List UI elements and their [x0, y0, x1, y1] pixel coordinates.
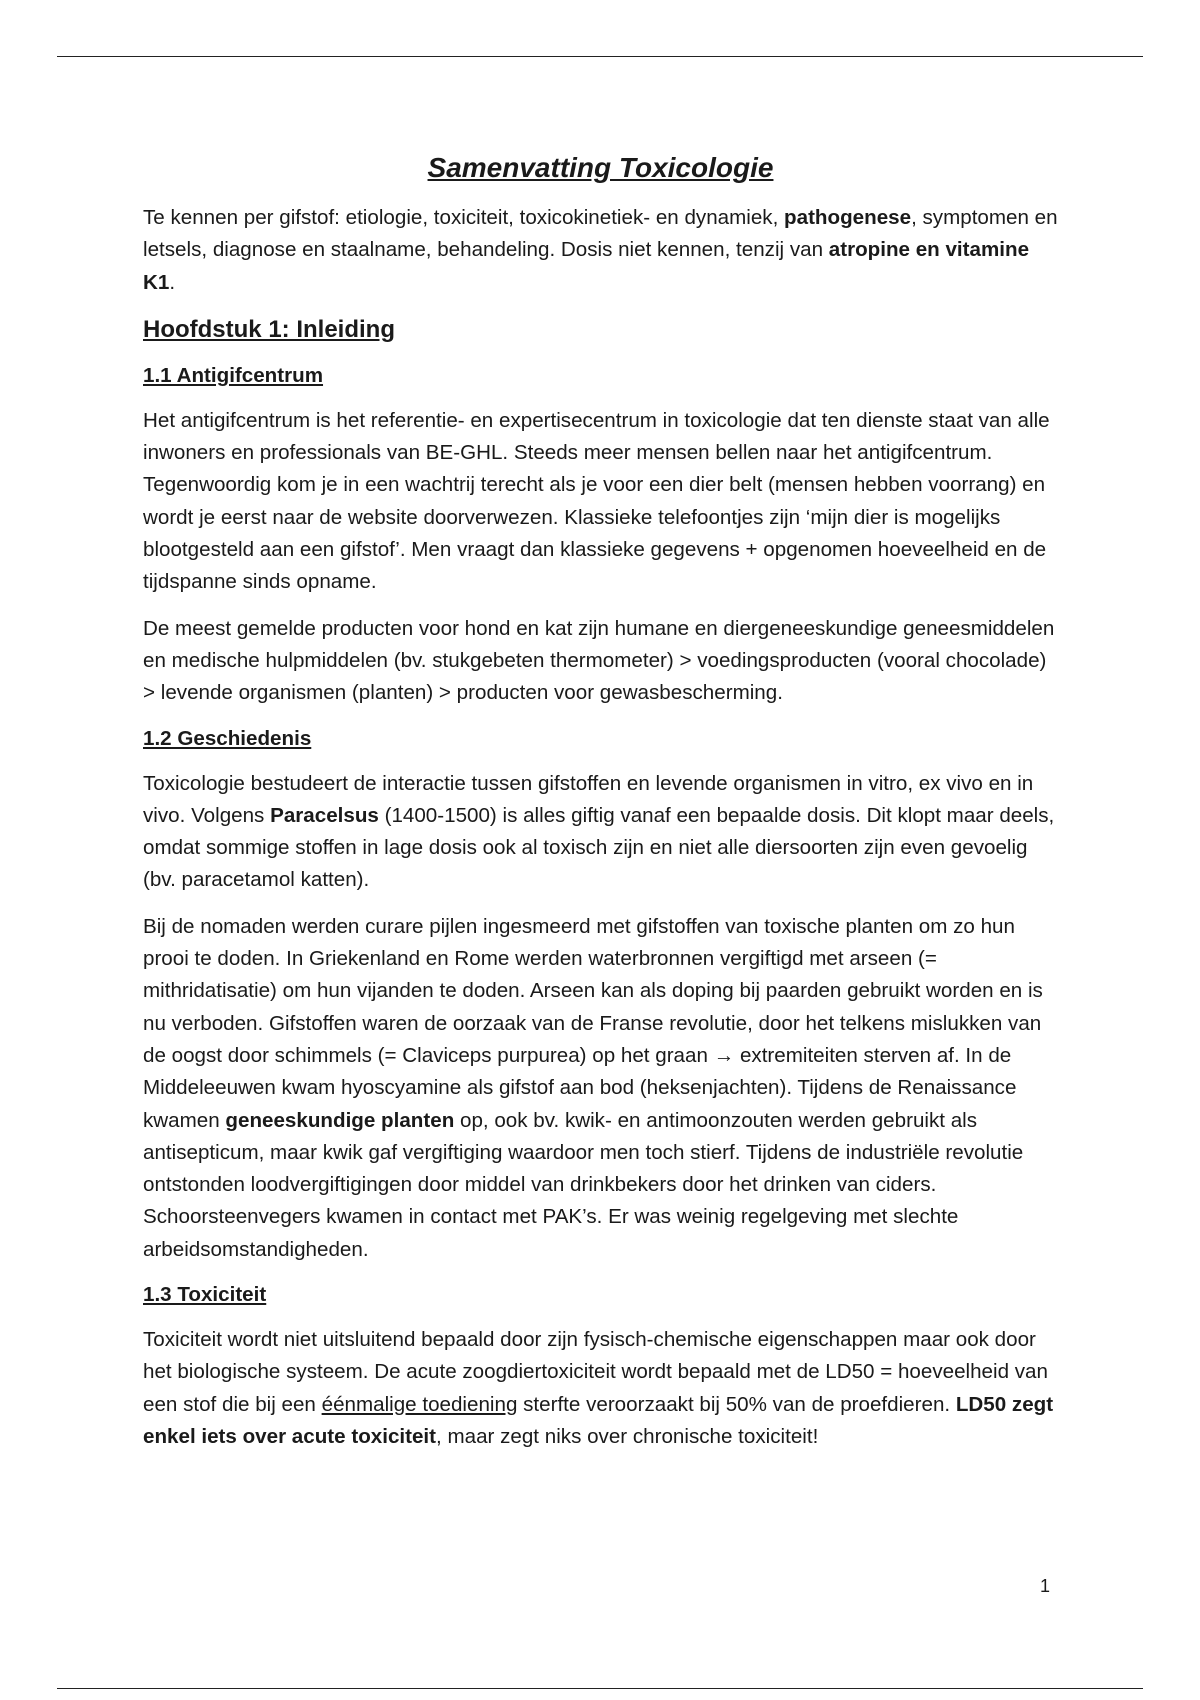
s12-p2-bold-planten: geneeskundige planten — [225, 1108, 455, 1132]
s13-p1-text-1: Toxiciteit wordt niet uitsluitend bepaald door zijn fysisch-chemische eigenschappen maar ook door het biologische systeem. De acute zoogdiertoxiciteit wordt bepaald met de LD50 = hoeveelheid van een stof die bij een — [143, 1328, 1048, 1416]
intro-text-1: Te kennen per gifstof: etiologie, toxiciteit, toxicokinetiek- en dynamiek, — [143, 206, 785, 229]
header-rule — [57, 56, 1143, 57]
page-number: 1 — [1040, 1576, 1051, 1596]
intro-text-3: . — [169, 270, 176, 294]
section-1-2-heading: 1.2 Geschiedenis — [143, 726, 312, 750]
section-1-1-paragraph-1: Het antigifcentrum is het referentie- en expertisecentrum in toxicologie dat ten dienste staat van alle inwoners en professionals van BE-GHL. Steeds meer mensen bellen naar het antigifcentrum. Tegenwoordig kom je in een wachtrij terecht als je voor een dier belt (mensen hebben voorrang) en wordt je eerst naar de website doorverwezen. Klassieke telefoontjes zijn ‘mijn dier is mogelijks blootgesteld aan een gifstof’. Men vraagt dan klassieke gegevens + opgenomen hoeveelheid en de tijdspanne sinds opname. — [143, 408, 1050, 594]
page-content — [143, 142, 1058, 1467]
section-1-1-paragraph-2: De meest gemelde producten voor hond en kat zijn humane en diergeneeskundige geneesmiddelen en medische hulpmiddelen (bv. stukgebeten thermometer) > voedingsproducten (vooral chocolade) > levende organismen (planten) > producten voor gewasbescherming. — [143, 616, 1055, 705]
section-1-2-paragraph-2 — [143, 911, 1058, 1266]
intro-text-2: , symptomen en letsels, diagnose en staalname, behandeling. Dosis niet kennen, tenzij van — [143, 206, 1058, 262]
document-title: Samenvatting Toxicologie — [427, 152, 774, 183]
intro-bold-pathogenese: pathogenese — [784, 206, 912, 229]
s12-p1-text-2: (1400-1500) is alles giftig vanaf een bepaalde dosis. Dit klopt maar deels, omdat sommige stoffen in lage dosis ook al toxisch zijn en niet alle diersoorten zijn even gevoelig (bv. paracetamol katten). — [143, 803, 1055, 892]
s13-p1-bold-ld50: LD50 zegt enkel iets over acute toxiciteit — [143, 1392, 1054, 1448]
footer-rule — [57, 1688, 1143, 1689]
intro-bold-atropine: atropine en vitamine K1 — [143, 238, 1030, 294]
chapter-1-heading: Hoofdstuk 1: Inleiding — [143, 315, 395, 343]
section-1-3-paragraph-1 — [143, 1324, 1058, 1453]
s13-p1-underline: éénmalige toediening — [321, 1392, 518, 1416]
s12-p1-text-1: Toxicologie bestudeert de interactie tussen gifstoffen en levende organismen in vitro, ex vivo en in vivo. Volgens — [143, 771, 1034, 827]
s13-p1-text-3: , maar zegt niks over chronische toxiciteit! — [436, 1424, 819, 1448]
s12-p2-text-1: Bij de nomaden werden curare pijlen ingesmeerd met gifstoffen van toxische planten om zo hun prooi te doden. In Griekenland en Rome werden waterbronnen vergiftigd met arseen (= mithridatisatie) om hun vijanden te doden. Arseen kan als doping bij paarden gebruikt worden en is nu verboden. Gifstoffen waren de oorzaak van de Franse revolutie, door het telkens mislukken van de oogst door schimmels (= Claviceps purpurea) op het graan → extremiteiten sterven af. In de Middeleeuwen kwam hyoscyamine als gifstof aan bod (heksenjachten). Tijdens de Renaissance kwamen — [143, 914, 1043, 1132]
s12-p2-text-2: op, ook bv. kwik- en antimoonzouten werden gebruikt als antisepticum, maar kwik gaf vergiftiging waardoor men toch stierf. Tijdens de industriële revolutie ontstonden loodvergiftigingen door middel van drinkbekers door het drinken van ciders. Schoorsteenvegers kwamen in contact met PAK’s. Er was weinig regelgeving met slechte arbeidsomstandigheden. — [143, 1108, 1024, 1261]
section-1-3-heading: 1.3 Toxiciteit — [143, 1283, 267, 1307]
intro-paragraph — [143, 202, 1058, 299]
s13-p1-text-2: sterfte veroorzaakt bij 50% van de proefdieren. — [517, 1392, 956, 1416]
section-1-2-paragraph-1 — [143, 768, 1058, 897]
s12-p1-bold-paracelsus: Paracelsus — [270, 803, 379, 827]
section-1-1-heading: 1.1 Antigifcentrum — [143, 363, 324, 387]
